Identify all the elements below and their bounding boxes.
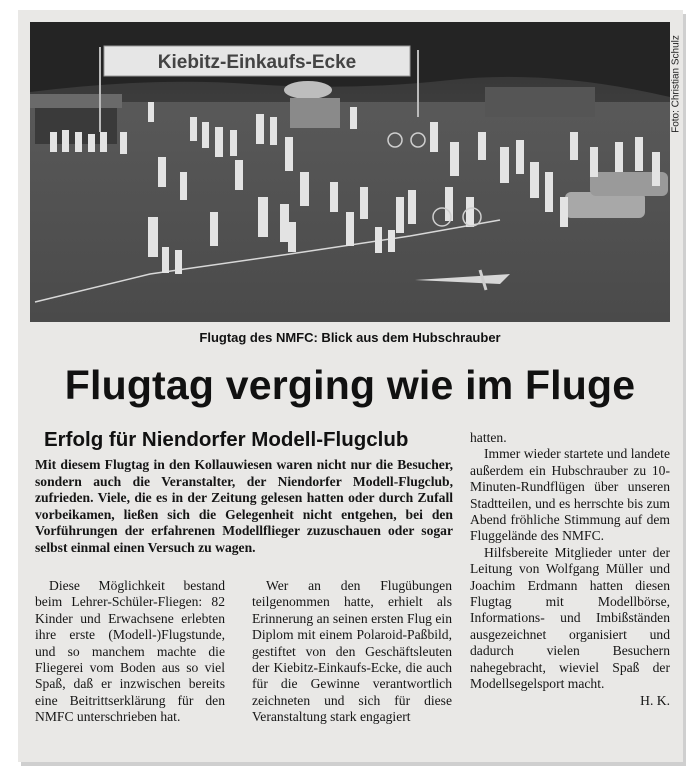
article-column-1: [35, 578, 225, 726]
paragraph: Immer wieder startete und landete außerdem ein Hubschrauber zu 10-Minuten-Rundflügen über unseren Stadtteilen, und es herrschte bis zum Abend fröhliche Stimmung auf dem Fluggelände des NMFC.: [470, 446, 670, 544]
photo-credit-text: Foto: Christian Schulz: [670, 35, 682, 133]
banner-text: Kiebitz-Einkaufs-Ecke: [157, 52, 357, 73]
author-signature: H. K.: [640, 692, 670, 708]
subheadline: Erfolg für Niendorfer Modell-Flugclub: [44, 428, 409, 451]
paragraph: hatten.: [470, 430, 507, 445]
headline: Flugtag verging wie im Fluge: [64, 362, 636, 408]
paragraph: Wer an den Flugübungen teilgenommen hatte, erhielt als Erinnerung an seinen ersten Flug ein Diplom mit einem Polaroid-Paßbild, gestiftet von den Geschäftsleuten der Kiebitz-Einkaufs-Ecke, die auch für die Gewinne verantwortlich zeichneten und sich für diese Veranstaltung stark engagiert: [252, 578, 452, 725]
event-photo: [30, 22, 670, 322]
photo-caption: Flugtag des NMFC: Blick aus dem Hubschrauber: [199, 330, 501, 345]
article-column-3: [470, 430, 670, 709]
photo-credit: [668, 24, 684, 144]
lead-paragraph: Mit diesem Flugtag in den Kollauwiesen waren nicht nur die Besucher, sondern auch die Veranstalter, der Niendorfer Modell-Flugclub, zufrieden. Viele, die es in der Zeitung gelesen hatten oder durch Zufall vorbeikamen, ließen sich die Gelegenheit nicht entgehen, bei den Vorführungen der erfahrenen Modellflieger zuzuschauen oder sogar selbst einmal einen Versuch zu wagen.: [35, 457, 453, 555]
article-column-2: [252, 578, 452, 726]
paragraph: Diese Möglichkeit bestand beim Lehrer-Schüler-Fliegen: 82 Kinder und Erwachsene erlebten ihre erste (Modell-)Flugstunde, und so manchem machte die Fliegerei vom Boden aus so viel Spaß, daß er inzwischen bereits eine Beitrittserklärung für den NMFC unterschrieben hat.: [35, 578, 225, 725]
aerial-field-photo: [30, 22, 670, 322]
paragraph: Hilfsbereite Mitglieder unter der Leitung von Wolfgang Müller und Joachim Erdmann hatten diesen Flugtag mit Modellbörse, Informations- und Imbißständen ausgezeichnet organisiert und dadurch vielen Besuchern nahegebracht, wieviel Spaß der Modellsegelsport macht.: [470, 544, 670, 692]
